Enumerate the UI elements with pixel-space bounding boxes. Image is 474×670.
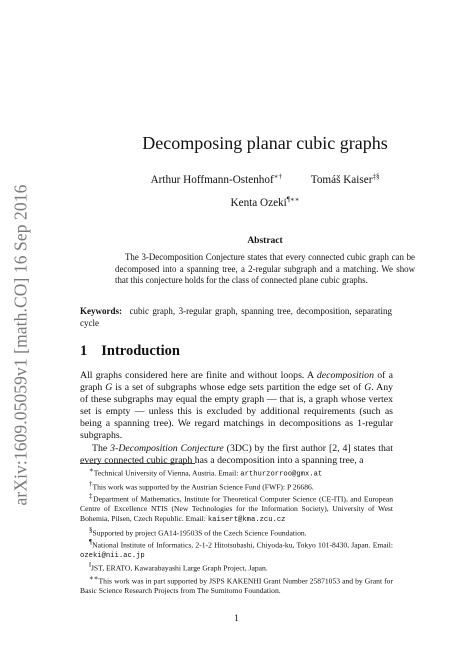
footnote-3 xyxy=(80,492,393,525)
author-3-name: Kenta Ozeki xyxy=(230,197,287,210)
footnotes xyxy=(80,466,393,595)
footnote-text: Supported by project GA14-19503S of the Czech Science Foundation. xyxy=(92,528,307,538)
email-address: kaisert@kma.zcu.cz xyxy=(207,515,286,524)
email-address: arthurzorroo@gmx.at xyxy=(240,470,323,479)
math-symbol-g: G xyxy=(364,382,372,394)
arxiv-stamp xyxy=(10,184,31,506)
paragraph-1 xyxy=(80,370,393,443)
section-number: 1 xyxy=(80,343,88,359)
author-2-name: Tomáš Kaiser xyxy=(310,173,373,186)
author-2 xyxy=(311,174,380,186)
footnote-text: This work was supported by the Austrian Science Fund (FWF): P 26686. xyxy=(92,482,314,492)
keywords-label: Keywords: xyxy=(80,306,122,316)
footnote-text: National Institute of Informatics, 2-1-2 Hitotsubashi, Chiyoda-ku, Tokyo 101-8430, Japan. Email: xyxy=(92,540,393,550)
author-line-1 xyxy=(80,166,450,190)
footnote-text: Technical University of Vienna, Austria. Email: xyxy=(93,468,241,478)
paragraph-1-text: All graphs considered here are finite and without loops. A xyxy=(80,370,317,381)
footnote-4 xyxy=(80,526,393,538)
author-list xyxy=(80,166,450,213)
term-3dc: 3-Decomposition Conjecture xyxy=(110,442,224,454)
section-heading xyxy=(80,343,180,360)
footnote-2 xyxy=(80,480,393,492)
page-number: 1 xyxy=(234,614,239,624)
abstract-text: The 3-Decomposition Conjecture states that every connected cubic graph can be decomposed into a spanning tree, a 2-regular subgraph and a matching. We show that this conjecture holds for the class of connected plane cubic graphs. xyxy=(115,252,415,285)
footnote-mark: ‖ xyxy=(89,561,91,570)
footnote-mark: ∗∗ xyxy=(89,573,99,582)
email-address: ozeki@nii.ac.jp xyxy=(80,551,145,560)
footnote-rule xyxy=(80,463,195,464)
author-3 xyxy=(231,197,300,209)
author-line-2 xyxy=(80,190,450,214)
paragraph-2-text: The xyxy=(92,442,111,454)
author-1-marks: ∗† xyxy=(273,172,282,180)
footnote-7 xyxy=(80,574,393,596)
section-title: Introduction xyxy=(101,343,180,359)
paragraph-1-text: is a set of subgraphs whose edge sets partition the edge set of xyxy=(112,382,365,394)
footnote-mark: ∗ xyxy=(89,466,94,474)
author-1-name: Arthur Hoffmann-Ostenhof xyxy=(150,173,274,186)
footnote-text: JST, ERATO, Kawarabayashi Large Graph Project, Japan. xyxy=(90,563,268,573)
footnote-mark: § xyxy=(89,525,93,534)
footnote-mark: † xyxy=(89,480,93,489)
keywords-text: cubic graph, 3-regular graph, spanning tree, decomposition, separating cycle xyxy=(80,306,393,328)
paper-title: Decomposing planar cubic graphs xyxy=(142,133,388,153)
author-3-marks: ¶∗∗ xyxy=(286,195,300,204)
author-1 xyxy=(151,174,282,186)
footnote-6 xyxy=(80,561,393,573)
paragraph-1-text: . Any of these subgraphs may equal the empty graph — that is, a graph whose vertex set is empty — unless this is excluded by additional requirements (such as being a spanning tree). We regard matchings in decompositions as 1-regular subgraphs. xyxy=(80,382,393,442)
math-symbol-g: G xyxy=(105,382,113,394)
author-2-marks: ‡§ xyxy=(372,172,380,180)
term-decomposition: decomposition xyxy=(316,370,374,381)
paragraph-1-text: of a graph xyxy=(80,370,393,394)
arxiv-identifier: arXiv:1609.05059v1 [math.CO] 16 Sep 2016 xyxy=(10,184,31,506)
footnote-mark: ‡ xyxy=(89,492,94,501)
keywords xyxy=(80,306,392,329)
abstract-heading: Abstract xyxy=(247,236,283,246)
footnote-1 xyxy=(80,466,393,480)
footnote-text: Department of Mathematics, Institute for Theoretical Computer Science (CE-ITI), and European Centre of Excellence NTIS (New Technologies for the Information Society), University of West Bohemia, Pilsen, Czech Republic. Email: xyxy=(80,494,393,523)
paragraph-2-text: (3DC) by the first author [2, 4] states that every connected cubic graph has a decomposition into a spanning tree, a xyxy=(80,442,393,466)
footnote-mark: ¶ xyxy=(89,537,93,546)
body-text xyxy=(80,370,393,467)
footnote-text: This work was in part supported by JSPS KAKENHI Grant Number 25871053 and by Grant for Basic Science Research Projects from The Sumitomo Foundation. xyxy=(80,576,393,595)
footnote-5 xyxy=(80,538,393,562)
